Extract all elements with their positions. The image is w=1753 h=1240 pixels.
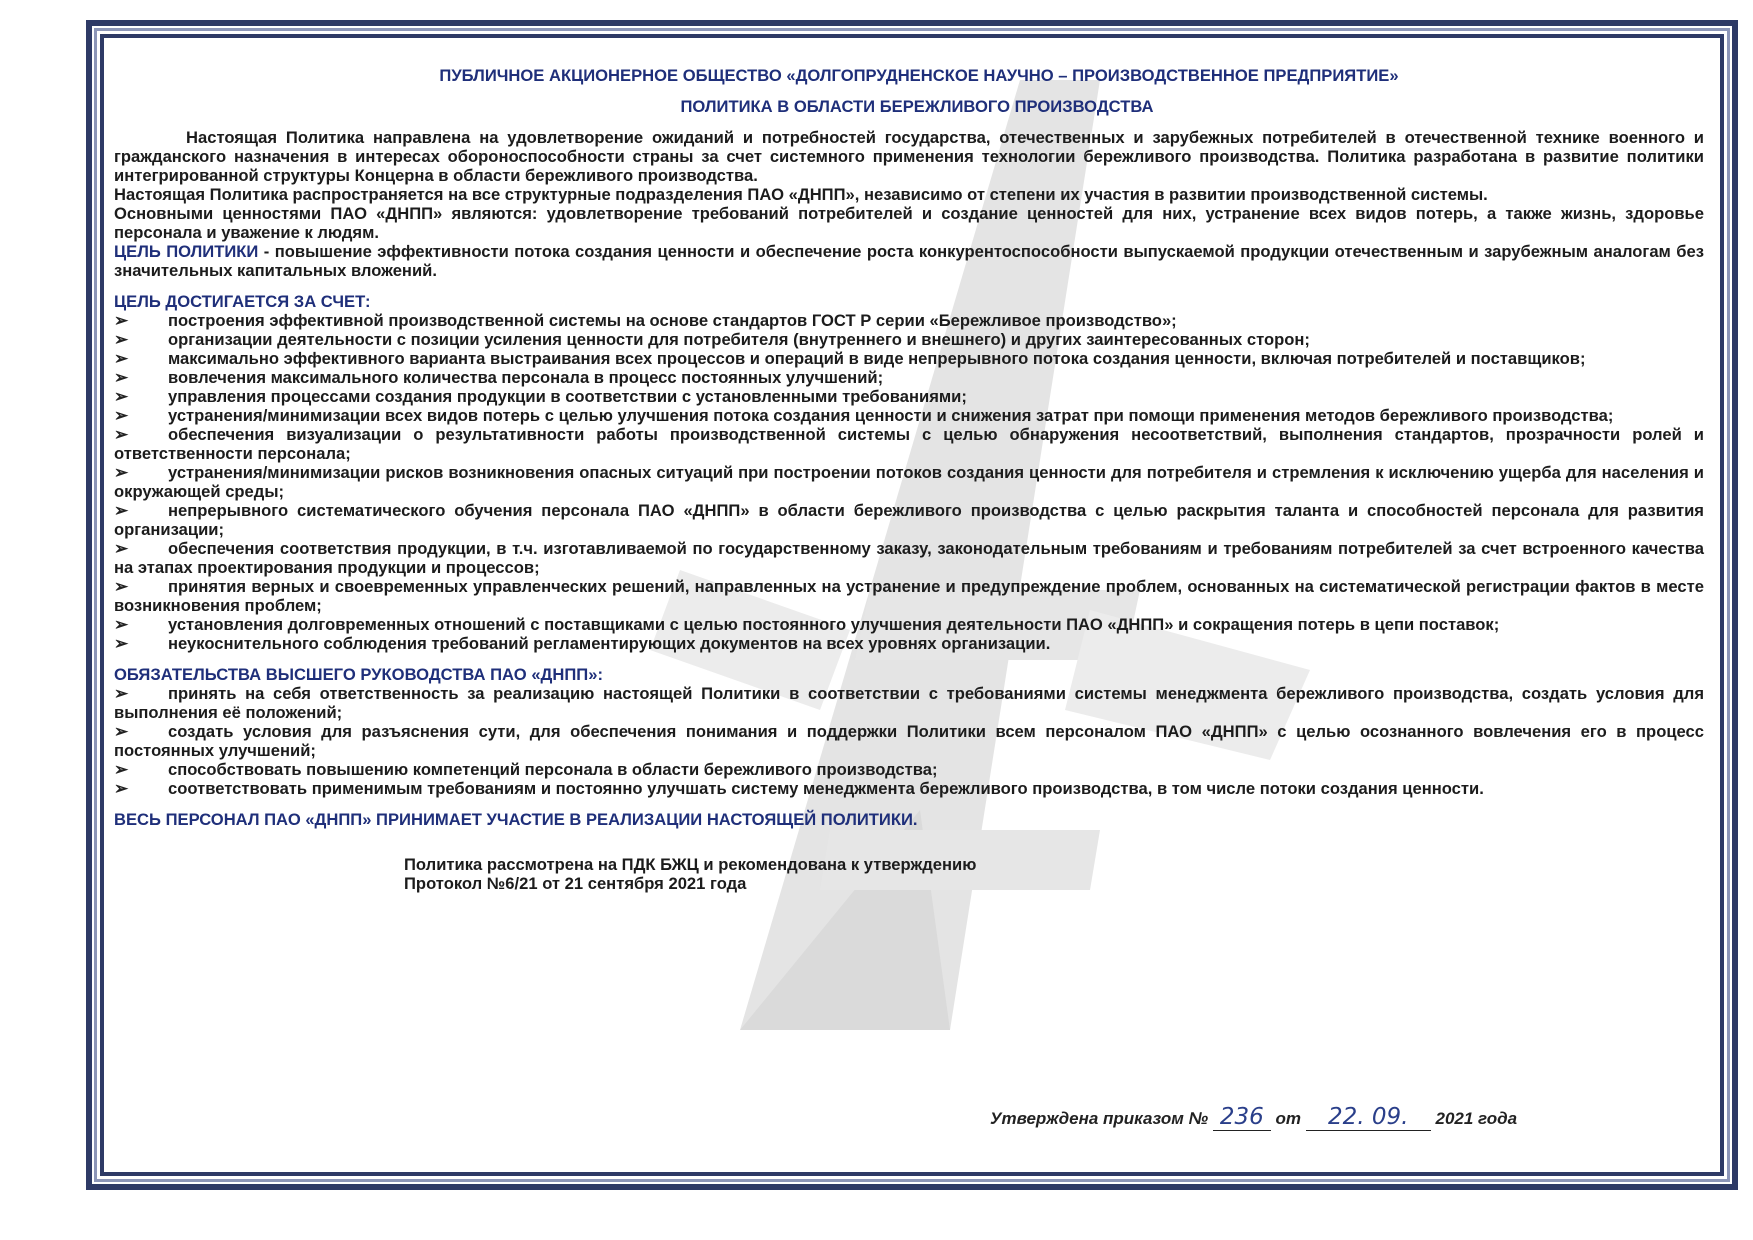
arrow-bullet-icon: ➢: [114, 330, 129, 349]
arrow-bullet-icon: ➢: [114, 779, 129, 798]
review-note: [404, 855, 1704, 893]
arrow-bullet-icon: ➢: [114, 577, 129, 596]
arrow-bullet-icon: ➢: [114, 387, 129, 406]
arrow-bullet-icon: ➢: [114, 463, 129, 482]
list-item: ➢ принять на себя ответственность за реализацию настоящей Политики в соответствии с требованиями системы менеджмента бережливого производства, создать условия для выполнения её положений;: [114, 684, 1704, 722]
list-item: ➢ установления долговременных отношений с поставщиками с целью постоянного улучшения деятельности ПАО «ДНПП» и сокращения потерь в цепи поставок;: [114, 615, 1500, 634]
document-body: [114, 66, 1704, 893]
list-item: ➢ непрерывного систематического обучения персонала ПАО «ДНПП» в области бережливого производства с целью раскрытия таланта и способностей персонала для развития организации;: [114, 501, 1704, 539]
list-item: ➢ неукоснительного соблюдения требований регламентирующих документов на всех уровнях организации.: [114, 634, 1051, 653]
arrow-bullet-icon: ➢: [114, 406, 129, 425]
arrow-bullet-icon: ➢: [114, 722, 129, 741]
intro-paragraph-2: Настоящая Политика распространяется на все структурные подразделения ПАО «ДНПП», независимо от степени их участия в развитии производственной системы.: [114, 185, 1488, 204]
intro-paragraph-1: Настоящая Политика направлена на удовлетворение ожиданий и потребностей государства, отечественных и зарубежных потребителей в отечественной технике военного и гражданского назначения в интересах обороноспособности страны за счет системного применения технологии бережливого производства. Политика разработана в развитие политики интегрированной структуры Концерна в области бережливого производства.: [114, 128, 1704, 185]
goal-paragraph: [114, 242, 1704, 280]
approval-prefix: Утверждена приказом №: [990, 1109, 1209, 1128]
arrow-bullet-icon: ➢: [114, 615, 129, 634]
list-item: ➢ обеспечения соответствия продукции, в т.ч. изготавливаемой по государственному заказу, законодательным требованиям и требованиям потребителей за счет встроенного качества на этапах проектирования продукции и процессов;: [114, 539, 1704, 577]
approval-year: 2021 года: [1435, 1109, 1518, 1128]
list-item: ➢ способствовать повышению компетенций персонала в области бережливого производства;: [114, 760, 938, 779]
arrow-bullet-icon: ➢: [114, 349, 129, 368]
arrow-bullet-icon: ➢: [114, 425, 129, 444]
intro-paragraph-3: Основными ценностями ПАО «ДНПП» являются: удовлетворение требований потребителей и создание ценностей для них, устранение всех видов потерь, а также жизнь, здоровье персонала и уважение к людям.: [114, 204, 1704, 242]
list-item: ➢ устранения/минимизации всех видов потерь с целью улучшения потока создания ценности и снижения затрат при помощи применения методов бережливого производства;: [114, 406, 1614, 425]
list-item: ➢ максимально эффективного варианта выстраивания всех процессов и операций в виде непрерывного потока создания ценности, включая потребителей и поставщиков;: [114, 349, 1586, 368]
list-item: ➢ организации деятельности с позиции усиления ценности для потребителя (внутреннего и внешнего) и других заинтересованных сторон;: [114, 330, 1310, 349]
organization-heading: ПУБЛИЧНОЕ АКЦИОНЕРНОЕ ОБЩЕСТВО «ДОЛГОПРУДНЕНСКОЕ НАУЧНО – ПРОИЗВОДСТВЕННОЕ ПРЕДПРИЯТИЕ»: [439, 66, 1399, 85]
commitments-list: [114, 684, 1704, 798]
approval-from: от: [1275, 1109, 1302, 1128]
list-item: ➢ вовлечения максимального количества персонала в процесс постоянных улучшений;: [114, 368, 884, 387]
review-line-1: Политика рассмотрена на ПДК БЖЦ и рекомендована к утверждению: [404, 855, 977, 874]
list-item: ➢ устранения/минимизации рисков возникновения опасных ситуаций при построении потоков создания ценности для потребителя и стремления к исключению ущерба для населения и окружающей среды;: [114, 463, 1704, 501]
list-item: ➢ принятия верных и своевременных управленческих решений, направленных на устранение и предупреждение проблем, основанных на систематической регистрации фактов в месте возникновения проблем;: [114, 577, 1704, 615]
review-line-2: Протокол №6/21 от 21 сентября 2021 года: [404, 874, 747, 893]
closing-statement: ВЕСЬ ПЕРСОНАЛ ПАО «ДНПП» ПРИНИМАЕТ УЧАСТИЕ В РЕАЛИЗАЦИИ НАСТОЯЩЕЙ ПОЛИТИКИ.: [114, 810, 918, 829]
order-date-field: 22. 09.: [1306, 1104, 1431, 1131]
goal-text: - повышение эффективности потока создания ценности и обеспечение роста конкурентоспособности выпускаемой продукции отечественным и зарубежным аналогам без значительных капитальных вложений.: [114, 242, 1704, 280]
arrow-bullet-icon: ➢: [114, 634, 129, 653]
approval-line: [990, 1104, 1517, 1131]
arrow-bullet-icon: ➢: [114, 501, 129, 520]
goal-label: ЦЕЛЬ ПОЛИТИКИ: [114, 242, 259, 261]
arrow-bullet-icon: ➢: [114, 368, 129, 387]
list-item: ➢ управления процессами создания продукции в соответствии с установленными требованиями;: [114, 387, 967, 406]
arrow-bullet-icon: ➢: [114, 539, 129, 558]
list-item: ➢ обеспечения визуализации о результативности работы производственной системы с целью обнаружения несоответствий, выполнения стандартов, прозрачности ролей и ответственности персонала;: [114, 425, 1704, 463]
list-item: ➢ построения эффективной производственной системы на основе стандартов ГОСТ Р серии «Бережливое производство»;: [114, 311, 1177, 330]
achieved-section-title: ЦЕЛЬ ДОСТИГАЕТСЯ ЗА СЧЕТ:: [114, 292, 371, 311]
achieved-list: [114, 311, 1704, 653]
commitments-section-title: ОБЯЗАТЕЛЬСТВА ВЫСШЕГО РУКОВОДСТВА ПАО «ДНПП»:: [114, 665, 603, 684]
arrow-bullet-icon: ➢: [114, 684, 129, 703]
policy-title: ПОЛИТИКА В ОБЛАСТИ БЕРЕЖЛИВОГО ПРОИЗВОДСТВА: [680, 97, 1154, 116]
list-item: ➢ соответствовать применимым требованиям и постоянно улучшать систему менеджмента бережливого производства, в том числе потоки создания ценности.: [114, 779, 1484, 798]
arrow-bullet-icon: ➢: [114, 760, 129, 779]
list-item: ➢ создать условия для разъяснения сути, для обеспечения понимания и поддержки Политики всем персоналом ПАО «ДНПП» с целью осознанного вовлечения его в процесс постоянных улучшений;: [114, 722, 1704, 760]
order-number-field: 236: [1213, 1104, 1271, 1131]
arrow-bullet-icon: ➢: [114, 311, 129, 330]
